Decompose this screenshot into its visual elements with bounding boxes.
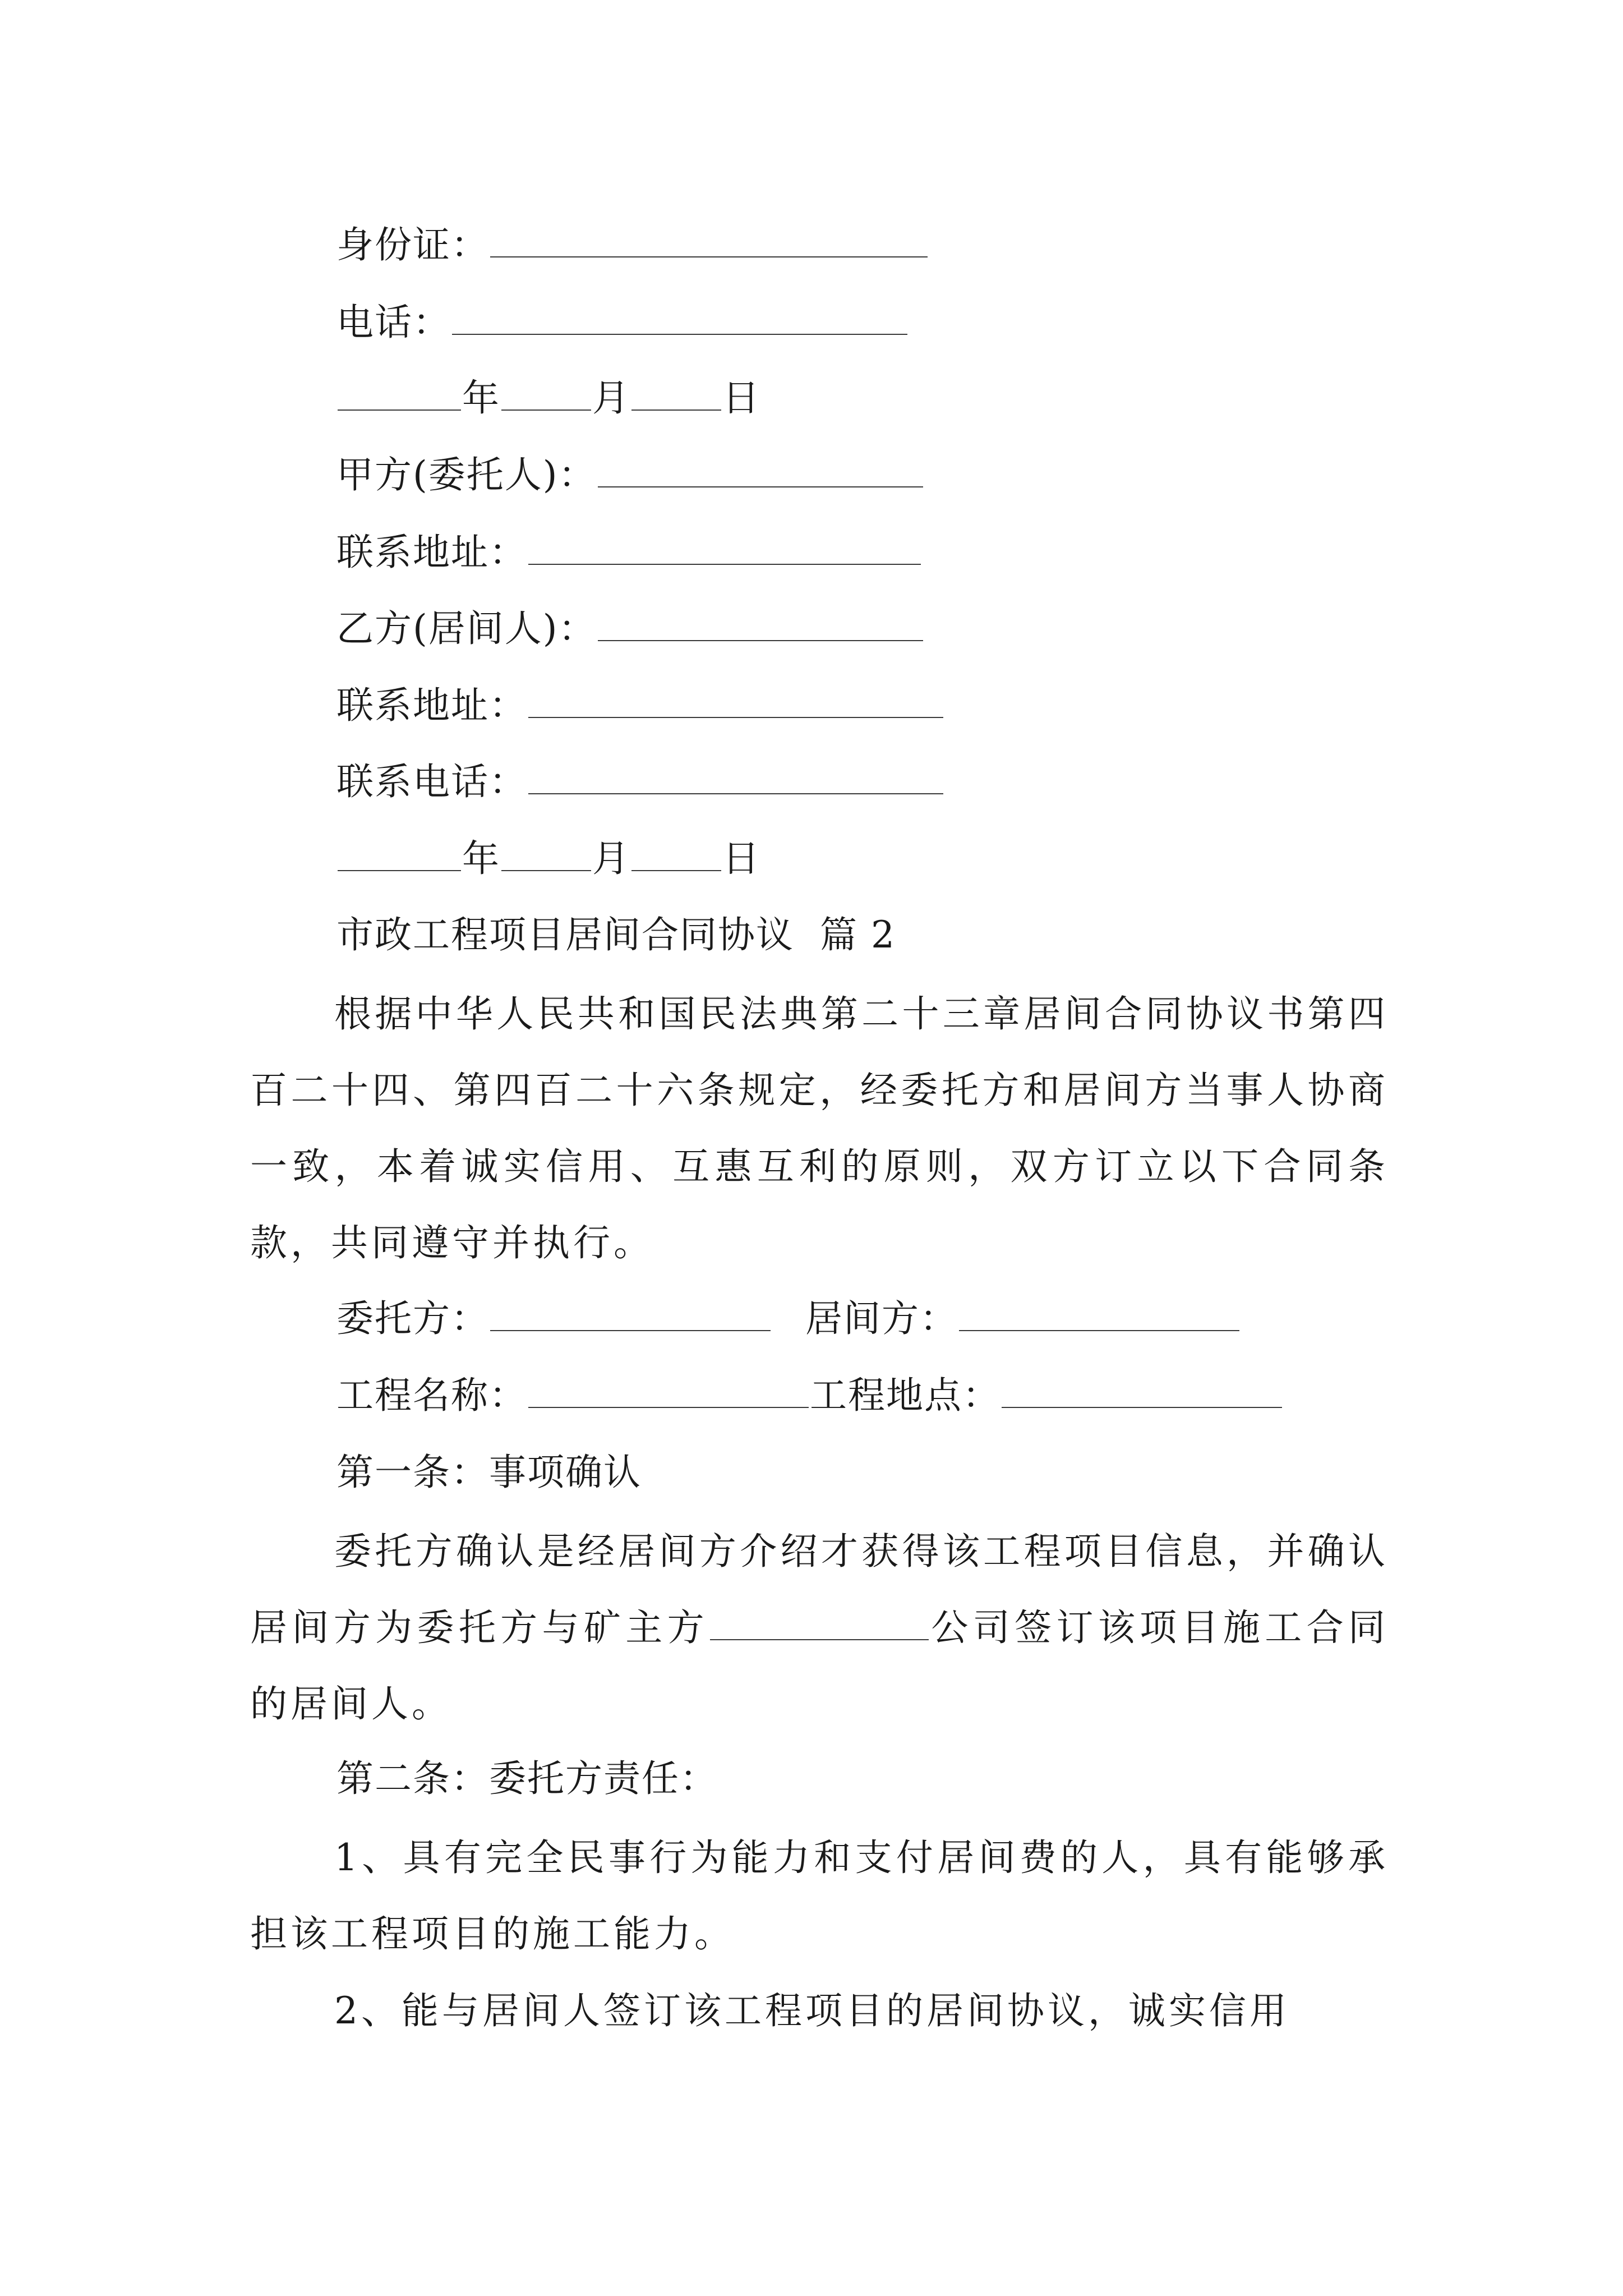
article2-item1: 1、具有完全民事行为能力和支付居间费的人，具有能够承担该工程项目的施工能力。 <box>250 1836 1389 1955</box>
article2-item2: 2、能与居间人签订该工程项目的居间协议，诚实信用 <box>334 1989 1290 2032</box>
project-row <box>336 1370 1283 1421</box>
party-a-label: 甲方(委托人)： <box>336 453 597 496</box>
project-name-blank[interactable] <box>528 1374 809 1408</box>
date-year-label: 年 <box>462 837 500 880</box>
address-b-blank[interactable] <box>528 684 943 718</box>
date-day-blank[interactable] <box>631 377 721 411</box>
phone-blank[interactable] <box>452 301 907 335</box>
broker-label: 居间方： <box>805 1297 958 1340</box>
party-b-blank[interactable] <box>598 608 923 641</box>
date-row-1 <box>336 373 760 424</box>
date-month-label: 月 <box>592 837 630 880</box>
client-broker-row <box>336 1294 1241 1344</box>
phone-label: 电话： <box>336 301 451 344</box>
project-name-label: 工程名称： <box>336 1374 527 1417</box>
date-day-blank[interactable] <box>631 838 721 871</box>
project-location-label: 工程地点： <box>810 1374 1000 1417</box>
mine-owner-blank[interactable] <box>710 1611 929 1640</box>
address-a-blank[interactable] <box>528 531 921 565</box>
phone-row <box>336 297 909 348</box>
intro-paragraph: 根据中华人民共和国民法典第二十三章居间合同协议书第四百二十四、第四百二十六条规定，经委托方和居间方当事人协商一致，本着诚实信用、互惠互利的原则，双方订立以下合同条款，共同遵守并执行。 <box>250 992 1389 1264</box>
date-row-2 <box>336 834 760 884</box>
id-card-row <box>336 220 929 270</box>
date-day-label: 日 <box>722 837 760 880</box>
article1-paragraph <box>250 1513 1389 1742</box>
address-a-label: 联系地址： <box>336 531 527 574</box>
phone-b-row <box>336 757 944 807</box>
date-day-label: 日 <box>722 376 760 420</box>
client-label: 委托方： <box>336 1297 489 1340</box>
section-title: 市政工程项目居间合同协议 篇 2 <box>336 913 896 956</box>
id-card-blank[interactable] <box>490 224 928 257</box>
party-b-label: 乙方(居间人)： <box>336 607 597 650</box>
address-b-row <box>336 680 944 731</box>
project-location-blank[interactable] <box>1002 1374 1282 1408</box>
date-year-blank[interactable] <box>338 838 461 871</box>
date-year-label: 年 <box>462 376 500 420</box>
phone-b-label: 联系电话： <box>336 760 527 803</box>
broker-blank[interactable] <box>959 1297 1239 1331</box>
id-card-label: 身份证： <box>336 223 489 266</box>
party-a-blank[interactable] <box>598 454 923 487</box>
address-a-row <box>336 527 922 578</box>
article2-title: 第二条：委托方责任： <box>336 1757 718 1800</box>
date-month-blank[interactable] <box>501 377 591 411</box>
date-month-label: 月 <box>592 376 630 420</box>
party-b-row <box>336 604 924 654</box>
client-blank[interactable] <box>490 1297 771 1331</box>
article1-title: 第一条：事项确认 <box>336 1451 642 1494</box>
address-b-label: 联系地址： <box>336 684 527 727</box>
date-year-blank[interactable] <box>338 377 461 411</box>
article1-text-a: 委托方确认是经居间方介绍才获得该工程项目信息，并确认居间方为委托方与矿主方 <box>250 1530 1389 1649</box>
date-month-blank[interactable] <box>501 838 591 871</box>
article1-text-b: 公司签订该项目施工合同的居间人。 <box>250 1606 1389 1726</box>
party-a-row <box>336 450 924 500</box>
phone-b-blank[interactable] <box>528 761 943 794</box>
